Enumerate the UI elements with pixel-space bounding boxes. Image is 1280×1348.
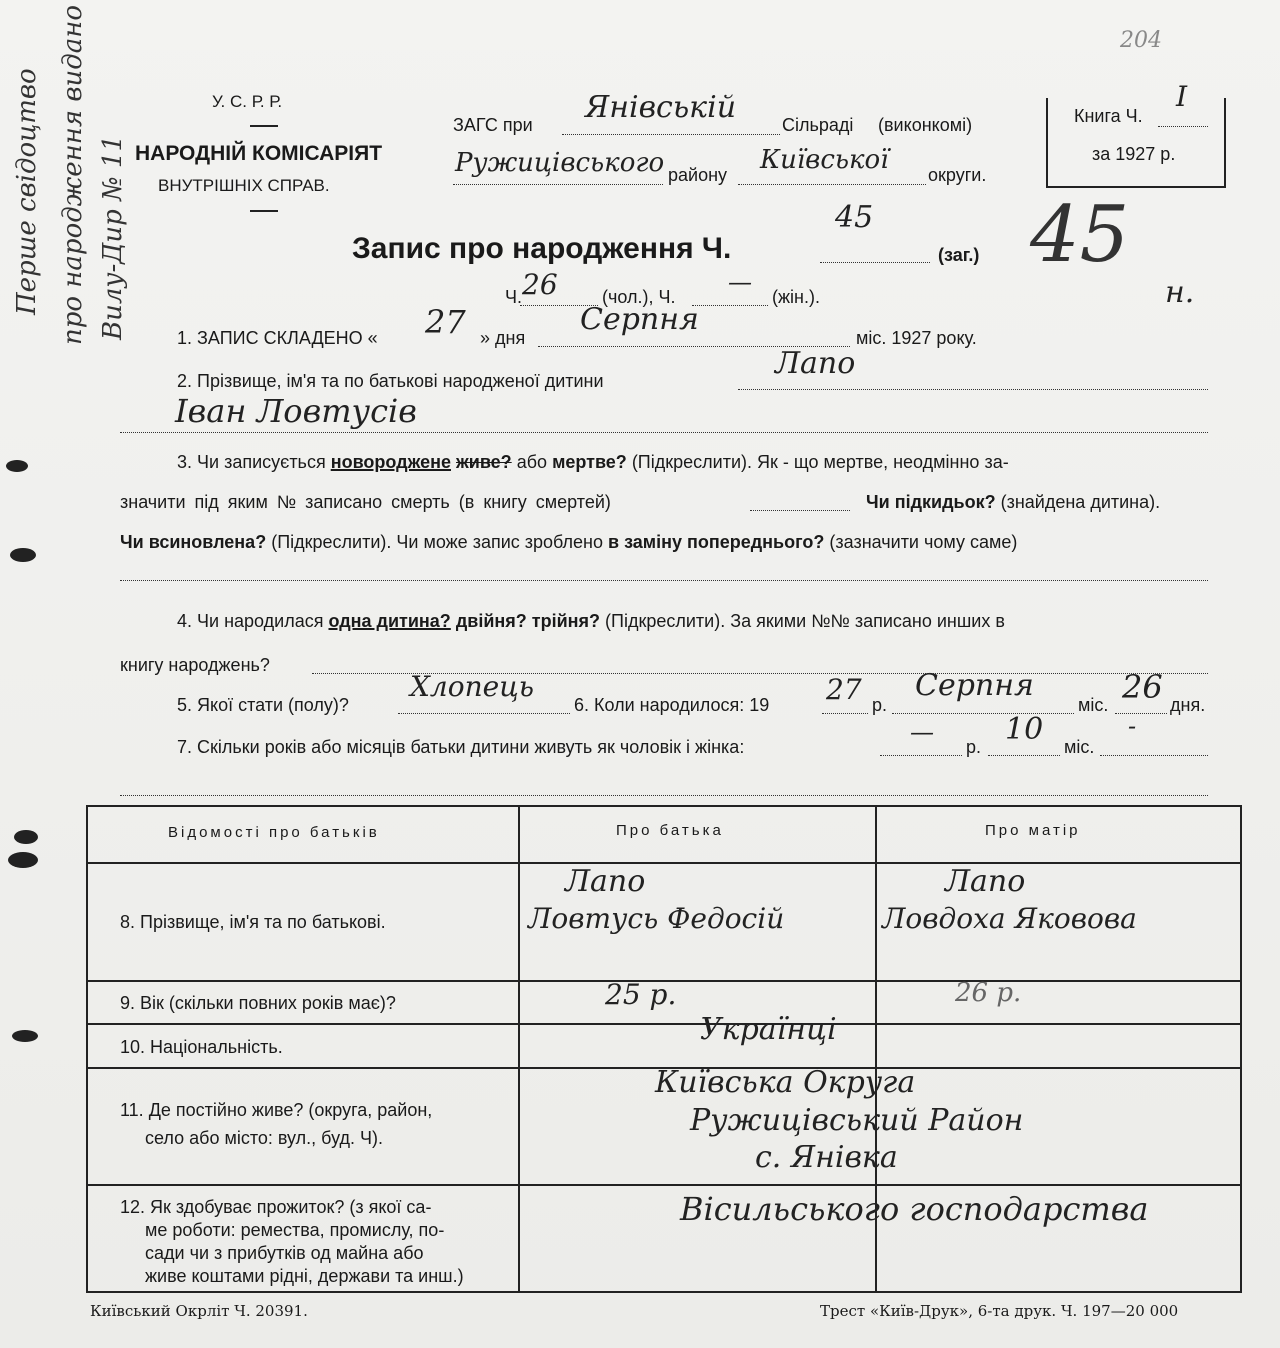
district-label: району [668, 165, 728, 185]
row-8-mother-surname: Лапо [945, 864, 1026, 899]
item-5-sex-handwritten: Хлопець [410, 670, 535, 703]
item-7-r: р. [966, 737, 982, 757]
row-8-mother-name: Ловдоха Яковова [882, 902, 1137, 935]
margin-note-2: про народження видано [58, 4, 88, 345]
okrug-handwritten: Київської [760, 145, 889, 175]
row-12-label-2: ме роботи: ремества, промислу, по- [145, 1220, 445, 1240]
commissariat-label: НАРОДНІЙ КОМІСАРІЯТ [135, 142, 383, 165]
binding-mark [10, 548, 36, 562]
table-header-father: Про батька [616, 822, 724, 839]
item-4-rest: (Підкреслити). За якими №№ записано инших в [605, 611, 1005, 631]
item-6-day-line [1115, 713, 1167, 714]
footer-right: Трест «Київ-Друк», 6-та друк. Ч. 197—20 000 [820, 1302, 1179, 1320]
row-8-label: 8. Прізвище, ім'я та по батькові. [120, 912, 386, 932]
item-3-reason: (зазначити чому саме) [829, 532, 1018, 552]
item-7-months-line [988, 755, 1060, 756]
item-3-or: або [516, 452, 548, 472]
item-3-label [177, 452, 1009, 473]
item-4-line-2: книгу народжень? [120, 655, 270, 675]
item-3-adopted: Чи всиновлена? [120, 532, 267, 552]
row-12-occupation: Вісильського господарства [680, 1190, 1149, 1228]
row-10-nationality: Українці [700, 1012, 837, 1047]
item-7-line-2 [120, 795, 1208, 796]
row-11-village: с. Янівка [755, 1140, 898, 1175]
item-2-surname-handwritten: Лапо [775, 346, 856, 381]
title-number-handwritten: 45 [835, 200, 874, 235]
row-9-label: 9. Вік (скільки повних років має)? [120, 993, 396, 1013]
binding-mark [14, 830, 38, 844]
female-number-handwritten: — [728, 268, 752, 296]
row-12-label-3: сади чи з прибутків од майна або [145, 1243, 424, 1263]
big-number-handwritten: 45 [1030, 190, 1130, 280]
binding-mark [8, 852, 38, 868]
margin-note-1: Перше свідоцтво [12, 68, 42, 315]
item-4-twins: двійня? [455, 611, 527, 631]
big-mark-handwritten: н. [1165, 275, 1195, 310]
item-6-r: р. [872, 695, 888, 715]
row-8-father-surname: Лапо [565, 864, 646, 899]
item-1-label: 1. ЗАПИС СКЛАДЕНО « [177, 328, 378, 348]
item-7-mis: міс. [1064, 737, 1095, 757]
item-3-line-2: значити під яким № записано смерть (в книгу смертей) [120, 492, 611, 512]
item-7-years-handwritten: — [910, 718, 934, 746]
district-line [453, 184, 663, 185]
item-6-day-handwritten: 26 [1122, 668, 1163, 706]
row-11-district: Ружицівський Район [690, 1103, 1024, 1138]
item-3-line-3 [120, 532, 1017, 553]
item-3-replace: в заміну попереднього? [608, 532, 825, 552]
village-handwritten: Янівській [585, 90, 737, 125]
item-1-month-handwritten: Серпня [580, 302, 699, 337]
item-6-month-line [892, 713, 1074, 714]
book-year: за 1927 р. [1092, 144, 1176, 164]
item-4-num: 4. Чи народилася [177, 611, 324, 631]
binding-mark [6, 460, 28, 472]
okrug-line [738, 184, 926, 185]
zags-prefix: ЗАГС при [453, 115, 533, 135]
district-handwritten: Ружицівського [455, 148, 665, 178]
row-9-father-age: 25 р. [605, 978, 677, 1011]
row-11-label-2: село або місто: вул., буд. Ч). [145, 1128, 383, 1148]
divider [250, 210, 278, 212]
item-3-alive: живе? [456, 452, 512, 472]
book-number-line [1158, 126, 1208, 127]
exec-label: (виконкомі) [878, 115, 973, 135]
item-6-year-line [822, 713, 868, 714]
row-8-father-name: Ловтусь Федосій [528, 902, 785, 935]
title-suffix: (заг.) [938, 245, 980, 265]
council-label: Сільраді [782, 115, 854, 135]
item-3-rest: (Підкреслити). Як - що мертве, неодмінно за- [631, 452, 1009, 472]
row-11-label-1: 11. Де постійно живе? (округа, район, [120, 1100, 433, 1120]
item-1-day-label: » дня [480, 328, 526, 348]
item-6-label: 6. Коли народилося: 19 [574, 695, 770, 715]
okrug-label: округи. [928, 165, 987, 185]
item-3-found: (знайдена дитина). [1000, 492, 1161, 512]
male-number-handwritten: 26 [522, 268, 558, 301]
item-7-tail-handwritten: - [1128, 712, 1137, 740]
item-6-mis: міс. [1078, 695, 1109, 715]
item-3-dead: мертве? [552, 452, 627, 472]
female-number-line [692, 305, 768, 306]
book-box [1046, 80, 1226, 188]
table-header-mother: Про матір [985, 822, 1081, 839]
item-2-name-handwritten: Іван Ловтусів [175, 392, 417, 430]
republic-label: У. С. Р. Р. [212, 92, 283, 111]
table-row-divider [86, 1184, 1240, 1186]
item-3-line-4 [120, 580, 1208, 581]
item-3-num: 3. Чи записується [177, 452, 326, 472]
item-4-triplets: трійня? [531, 611, 601, 631]
item-3-death-line [750, 510, 850, 511]
item-6-year-handwritten: 27 [826, 673, 862, 706]
book-number-handwritten: I [1176, 80, 1188, 113]
item-4-label [177, 611, 1005, 632]
item-4-one: одна дитина? [328, 611, 451, 631]
item-1-end: міс. 1927 року. [856, 328, 977, 348]
row-10-label: 10. Національність. [120, 1037, 283, 1057]
item-7-tail-line [1100, 755, 1208, 756]
row-9-mother-age: 26 р. [955, 978, 1022, 1008]
village-line [562, 134, 780, 135]
record-title: Запис про народження Ч. [352, 232, 732, 265]
item-3-foundling-group [866, 492, 1160, 513]
binding-mark [12, 1030, 38, 1042]
table-row-divider [86, 1023, 1240, 1025]
footer-left: Київський Окрліт Ч. 20391. [90, 1302, 308, 1320]
row-11-okrug: Київська Округа [655, 1065, 916, 1100]
item-3-line-3-text: (Підкреслити). Чи може запис зроблено [271, 532, 603, 552]
row-12-label-4: живе коштами рідні, держави та инш.) [145, 1266, 464, 1286]
item-7-label: 7. Скільки років або місяців батьки дитини живуть як чоловік і жінка: [177, 737, 745, 757]
margin-note-3: Вилу-Дир № 11 [98, 134, 128, 340]
title-number-line [820, 262, 930, 263]
item-1-day-handwritten: 27 [425, 303, 466, 341]
book-label: Книга Ч. [1074, 106, 1143, 126]
female-number-label: (жін.). [772, 287, 820, 307]
item-7-years-line [880, 755, 962, 756]
department-label: ВНУТРІШНІХ СПРАВ. [158, 176, 330, 195]
item-3-foundling: Чи підкидьок? [866, 492, 996, 512]
male-number-label: (чол.), Ч. [602, 287, 676, 307]
item-2-line-2 [120, 432, 1208, 433]
item-2-label: 2. Прізвище, ім'я та по батькові народженої дитини [177, 371, 604, 391]
table-col-divider [518, 805, 520, 1291]
item-5-label: 5. Якої стати (полу)? [177, 695, 349, 715]
page-number: 204 [1120, 28, 1162, 53]
item-6-month-handwritten: Серпня [915, 668, 1034, 703]
table-header-info: Відомості про батьків [168, 824, 380, 841]
item-2-line [738, 389, 1208, 390]
item-5-line [398, 713, 570, 714]
male-number-prefix: Ч. [505, 287, 522, 307]
item-7-months-handwritten: 10 [1005, 712, 1044, 747]
item-3-newborn: новороджене [330, 452, 451, 472]
item-6-dnia: дня. [1170, 695, 1206, 715]
table-row-divider [86, 862, 1240, 864]
divider [250, 125, 278, 127]
row-12-label-1: 12. Як здобуває прожиток? (з якої са- [120, 1197, 432, 1217]
